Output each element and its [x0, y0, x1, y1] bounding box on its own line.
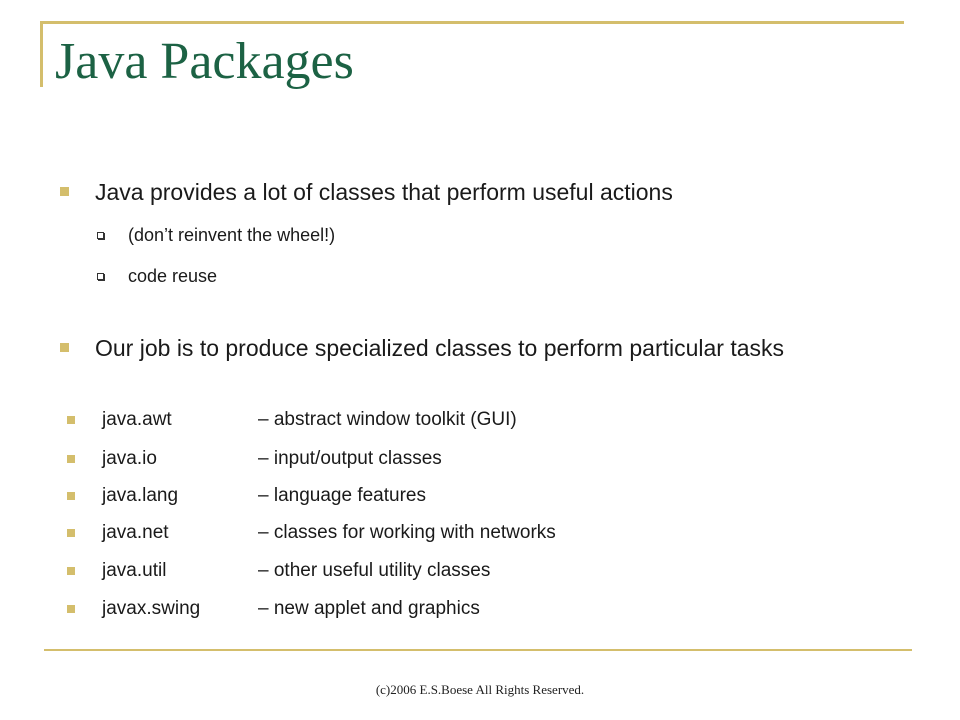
- hollow-square-bullet-icon: [97, 273, 104, 280]
- package-description: – input/output classes: [258, 448, 442, 469]
- hollow-square-bullet-icon: [97, 232, 104, 239]
- slide-title: Java Packages: [55, 33, 354, 90]
- left-rule: [40, 21, 43, 87]
- package-name: java.net: [102, 522, 169, 543]
- package-description: – language features: [258, 485, 426, 506]
- package-description: – abstract window toolkit (GUI): [258, 409, 517, 430]
- package-name: javax.swing: [102, 598, 201, 619]
- square-bullet-icon: [67, 567, 75, 575]
- bullet-text: Our job is to produce specialized classes to perform particular tasks: [95, 335, 785, 361]
- package-name: java.lang: [102, 485, 179, 506]
- package-name: java.io: [102, 448, 157, 469]
- square-bullet-icon: [67, 529, 75, 537]
- sub-bullet-text: (don’t reinvent the wheel!): [128, 225, 336, 245]
- square-bullet-icon: [60, 343, 69, 352]
- package-name: java.awt: [102, 409, 172, 430]
- square-bullet-icon: [67, 416, 75, 424]
- top-rule: [42, 21, 904, 24]
- package-description: – classes for working with networks: [258, 522, 556, 543]
- square-bullet-icon: [67, 605, 75, 613]
- square-bullet-icon: [67, 455, 75, 463]
- package-description: – new applet and graphics: [258, 598, 480, 619]
- copyright-footer: (c)2006 E.S.Boese All Rights Reserved.: [375, 682, 585, 697]
- sub-bullet-text: code reuse: [128, 266, 218, 286]
- bullet-text: Java provides a lot of classes that perform useful actions: [95, 179, 673, 205]
- square-bullet-icon: [60, 187, 69, 196]
- square-bullet-icon: [67, 492, 75, 500]
- package-description: – other useful utility classes: [258, 560, 491, 581]
- bottom-rule: [44, 649, 912, 651]
- package-name: java.util: [102, 560, 167, 581]
